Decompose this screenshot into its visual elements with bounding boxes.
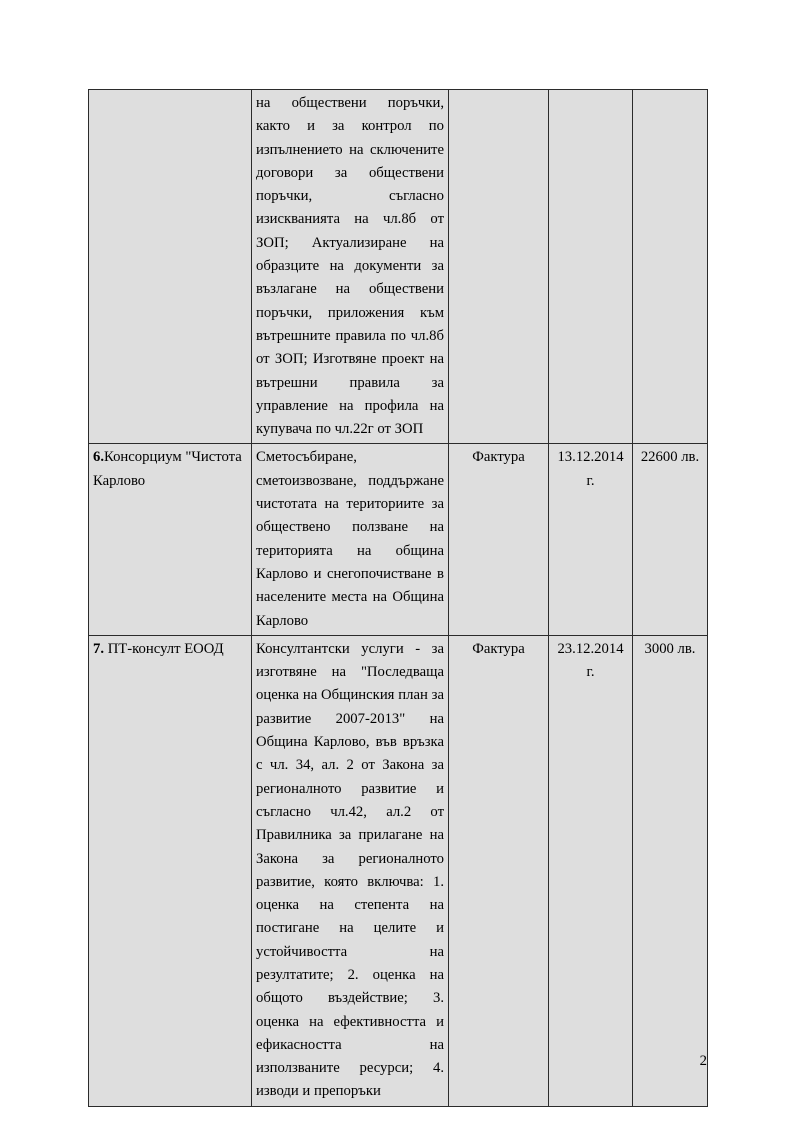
supplier-number: 7. xyxy=(93,640,105,657)
cell-subject: на обществени поръчки, както и за контрол по изпълнението на сключените договори за обществени поръчки, съгласно изискванията на чл.8б от ЗОП; Актуализиране на образците на документи за възлагане на обществени поръчки, приложения към вътрешните правила по чл.8б от ЗОП; Изготвяне проект на вътрешни правила за управление на профила на купувача по чл.22г от ЗОП xyxy=(252,90,449,444)
contracts-table xyxy=(88,89,708,1107)
cell-document xyxy=(449,90,549,444)
cell-subject: Сметосъбиране, сметоизвозване, поддържане чистотата на териториите за обществено ползване на територията на община Карлово и снегопочистване в населените места на Община Карлово xyxy=(252,444,449,635)
page-number: 2 xyxy=(699,1053,707,1069)
cell-subject: Консултантски услуги - за изготвяне на "Последваща оценка на Общинския план за развитие 2007-2013" на Община Карлово, във връзка с чл. 34, ал. 2 от Закона за регионалното развитие и съгласно чл.42, ал.2 от Правилника за прилагане на Закона за регионалното развитие, която включва: 1. оценка на степента на постигане на целите и устойчивостта на резултатите; 2. оценка на общото въздействие; 3. оценка на ефективността и ефикасността на използваните ресурси; 4. изводи и препоръки xyxy=(252,635,449,1106)
supplier-name: Консорциум "Чистота Карлово xyxy=(93,449,242,489)
cell-date xyxy=(549,90,633,444)
cell-supplier xyxy=(89,444,252,635)
cell-amount: 3000 лв. xyxy=(633,635,708,1106)
cell-supplier xyxy=(89,90,252,444)
cell-document: Фактура xyxy=(449,444,549,635)
table-row xyxy=(89,444,708,635)
cell-date: 13.12.2014 г. xyxy=(549,444,633,635)
cell-amount xyxy=(633,90,708,444)
table-row xyxy=(89,635,708,1106)
cell-document: Фактура xyxy=(449,635,549,1106)
supplier-name: ПТ-консулт ЕООД xyxy=(107,640,224,657)
cell-supplier xyxy=(89,635,252,1106)
supplier-number: 6. xyxy=(93,449,105,466)
table-row xyxy=(89,90,708,444)
cell-amount: 22600 лв. xyxy=(633,444,708,635)
cell-date: 23.12.2014 г. xyxy=(549,635,633,1106)
